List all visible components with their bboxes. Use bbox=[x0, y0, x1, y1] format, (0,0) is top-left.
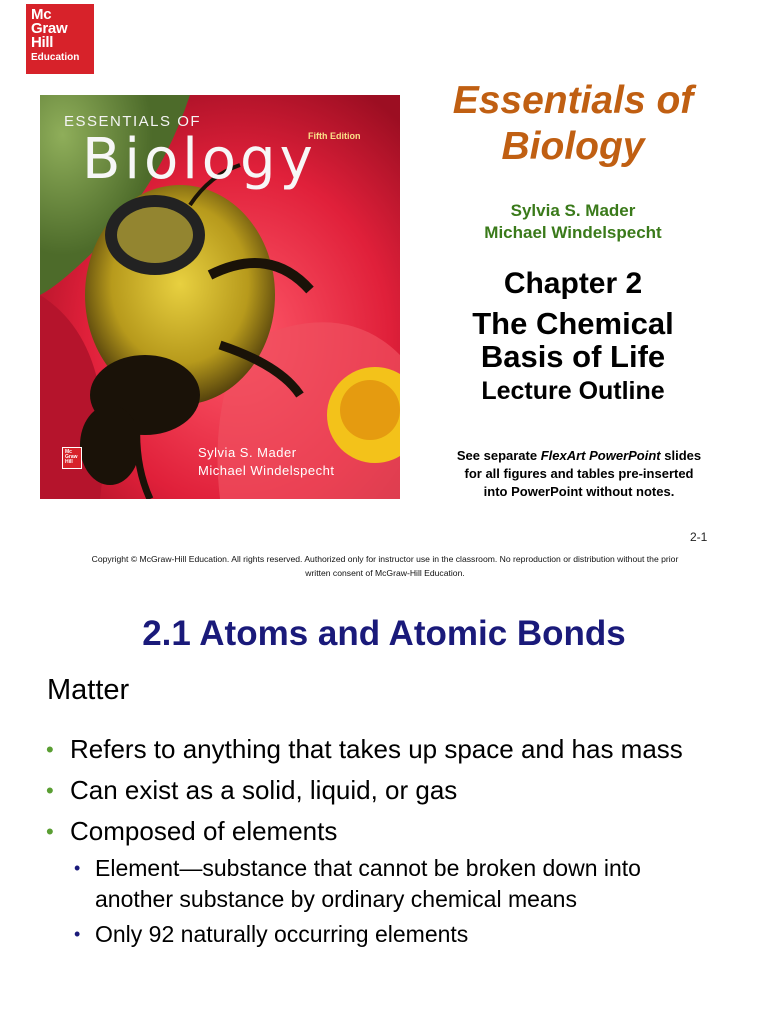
chapter-title-line-2: Basis of Life bbox=[480, 339, 666, 374]
logo-line-graw: Graw bbox=[31, 20, 68, 37]
note-emphasis: FlexArt PowerPoint bbox=[540, 448, 661, 463]
sub-bullet-icon: • bbox=[74, 858, 81, 878]
chapter-title-line-1: The Chemical bbox=[472, 306, 674, 341]
logo-line-mc: Mc bbox=[31, 6, 52, 23]
bullet-text: Can exist as a solid, liquid, or gas bbox=[70, 775, 458, 805]
cover-publisher-logo: Mc Graw Hill bbox=[62, 447, 82, 469]
sub-list-item bbox=[70, 919, 686, 950]
list-item bbox=[46, 733, 686, 766]
author-list bbox=[418, 200, 728, 244]
chapter-label: Chapter 2 bbox=[503, 267, 643, 300]
sub-list-item bbox=[70, 853, 686, 915]
note-line-2: for all figures and tables pre-inserted bbox=[464, 466, 694, 481]
list-item bbox=[46, 774, 686, 807]
note-line-1 bbox=[424, 447, 734, 465]
list-item bbox=[46, 815, 686, 950]
copyright-line-2: written consent of McGraw-Hill Education. bbox=[305, 568, 465, 578]
note-line-3: into PowerPoint without notes. bbox=[483, 484, 675, 499]
bullet-text: Composed of elements bbox=[70, 816, 338, 846]
sub-bullet-text: Only 92 naturally occurring elements bbox=[95, 921, 469, 947]
sub-bullet-icon: • bbox=[74, 924, 81, 944]
author-1: Sylvia S. Mader bbox=[510, 201, 636, 220]
cover-title: Biology bbox=[82, 127, 317, 192]
copyright-line-1: Copyright © McGraw-Hill Education. All rights reserved. Authorized only for instructor use in the classroom. No reproduction or distribution without the prior bbox=[91, 554, 679, 564]
chapter-title bbox=[418, 307, 728, 373]
book-title-line-1: Essentials of bbox=[452, 79, 694, 122]
author-2: Michael Windelspecht bbox=[484, 223, 662, 242]
slide-number: 2-1 bbox=[690, 530, 708, 544]
section-heading: 2.1 Atoms and Atomic Bonds bbox=[142, 614, 626, 653]
note-pre: See separate bbox=[456, 448, 541, 463]
logo-line-hill: Hill bbox=[31, 34, 54, 51]
bullet-icon: • bbox=[46, 778, 54, 803]
flexart-note bbox=[424, 447, 734, 501]
bullet-icon: • bbox=[46, 737, 54, 762]
bullet-list bbox=[46, 733, 686, 958]
copyright-notice bbox=[40, 552, 730, 580]
subheading-matter: Matter bbox=[47, 674, 130, 706]
mcgraw-hill-logo bbox=[26, 4, 94, 74]
bullet-text: Refers to anything that takes up space and has mass bbox=[70, 734, 683, 764]
sub-bullet-list bbox=[70, 853, 686, 950]
cover-edition: Fifth Edition bbox=[308, 131, 361, 141]
logo-line-education: Education bbox=[31, 52, 80, 63]
cover-author-1: Sylvia S. Mader bbox=[198, 445, 297, 460]
book-title bbox=[418, 78, 728, 170]
sub-bullet-text: Element—substance that cannot be broken down into another substance by ordinary chemical means bbox=[95, 855, 641, 912]
cover-series-text: ESSENTIALS OF bbox=[64, 113, 202, 130]
cover-author-2: Michael Windelspecht bbox=[198, 463, 335, 478]
book-cover-image bbox=[40, 95, 400, 499]
bullet-icon: • bbox=[46, 819, 54, 844]
note-post: slides bbox=[660, 448, 702, 463]
lecture-outline-label: Lecture Outline bbox=[481, 377, 665, 405]
book-title-line-2: Biology bbox=[501, 125, 645, 168]
